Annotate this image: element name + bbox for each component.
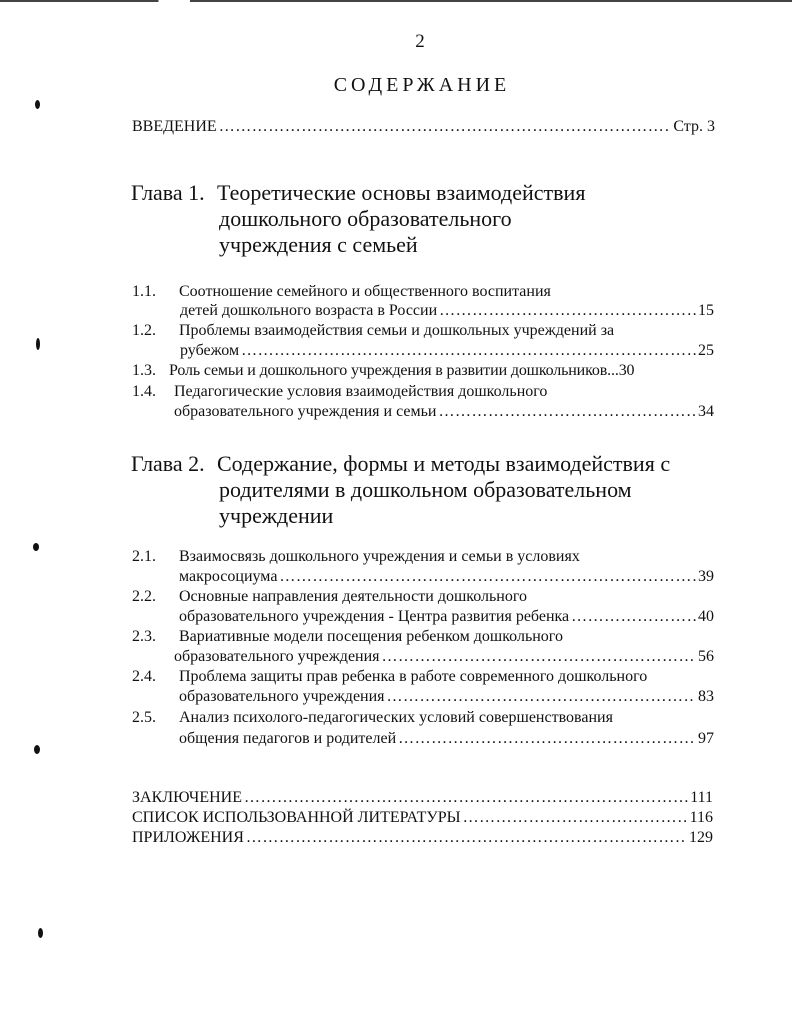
toc-section-page: 25 bbox=[698, 342, 714, 359]
toc-section-title: Педагогические условия взаимодействия дошкольного bbox=[174, 383, 548, 400]
toc-back-matter-item bbox=[132, 809, 713, 827]
dot-leader bbox=[398, 730, 696, 748]
toc-section-title-cont: общения педагогов и родителей bbox=[179, 730, 397, 747]
toc-back-matter-page: 111 bbox=[690, 789, 713, 806]
scan-speck bbox=[38, 928, 43, 938]
dot-leader bbox=[246, 829, 687, 847]
dot-leader bbox=[279, 568, 696, 586]
toc-section-title: Вариативные модели посещения ребенком дошкольного bbox=[179, 628, 563, 645]
dot-leader bbox=[382, 648, 696, 666]
chapter-2-title-line1: Содержание, формы и методы взаимодействия с bbox=[217, 451, 671, 476]
toc-section-title: Соотношение семейного и общественного воспитания bbox=[179, 283, 551, 300]
toc-section-num: 2.2. bbox=[132, 588, 156, 605]
toc-section-leader bbox=[179, 608, 714, 626]
toc-section-title: Роль семьи и дошкольного учреждения в развитии дошкольников...30 bbox=[169, 362, 635, 379]
toc-section-title-cont: образовательного учреждения bbox=[174, 648, 380, 665]
toc-section-num: 2.5. bbox=[132, 709, 156, 726]
toc-section-leader bbox=[179, 688, 714, 706]
chapter-2-title-line2: родителями в дошкольном образовательном bbox=[219, 477, 632, 502]
dot-leader bbox=[241, 342, 696, 360]
scan-top-edge bbox=[0, 0, 792, 2]
toc-section-leader bbox=[180, 302, 714, 320]
toc-section-page: 56 bbox=[698, 648, 714, 665]
dot-leader bbox=[463, 809, 688, 827]
toc-section-num: 1.3. bbox=[132, 362, 156, 379]
toc-section-page: 40 bbox=[698, 608, 714, 625]
toc-section-title: Основные направления деятельности дошкольного bbox=[179, 588, 528, 605]
toc-section-title-cont: детей дошкольного возраста в России bbox=[180, 302, 438, 319]
toc-section-leader bbox=[174, 648, 714, 666]
page-title: СОДЕРЖАНИЕ bbox=[333, 74, 511, 96]
toc-back-matter-page: 129 bbox=[689, 829, 713, 846]
chapter-2-label: Глава 2. bbox=[131, 451, 205, 476]
dot-leader bbox=[571, 608, 696, 626]
scan-speck bbox=[33, 543, 39, 551]
toc-section-title-cont: образовательного учреждения - Центра развития ребенка bbox=[179, 608, 570, 625]
toc-section-num: 2.1. bbox=[132, 548, 156, 565]
toc-back-matter-label: ПРИЛОЖЕНИЯ bbox=[132, 829, 244, 846]
toc-section-title: Проблема защиты прав ребенка в работе современного дошкольного bbox=[179, 668, 648, 685]
toc-section-leader bbox=[179, 730, 714, 748]
chapter-1-title-line1: Теоретические основы взаимодействия bbox=[217, 180, 586, 205]
chapter-1-title-line3: учреждения с семьей bbox=[219, 232, 418, 257]
toc-section-page: 39 bbox=[698, 568, 714, 585]
chapter-2-title-line3: учреждении bbox=[219, 503, 334, 528]
toc-section-num: 1.2. bbox=[132, 322, 156, 339]
toc-section-title-cont: рубежом bbox=[180, 342, 240, 359]
scan-speck bbox=[35, 100, 40, 109]
dot-leader bbox=[439, 302, 696, 320]
toc-section-num: 2.3. bbox=[132, 628, 156, 645]
toc-back-matter-label: ЗАКЛЮЧЕНИЕ bbox=[132, 789, 242, 806]
toc-section-page: 15 bbox=[698, 302, 714, 319]
toc-section-num: 2.4. bbox=[132, 668, 156, 685]
toc-section-title: Анализ психолого-педагогических условий совершенствования bbox=[179, 709, 613, 726]
toc-section-leader bbox=[180, 342, 714, 360]
chapter-1-title-line2: дошкольного образовательного bbox=[219, 206, 512, 231]
toc-section-page: 34 bbox=[698, 403, 714, 420]
toc-back-matter-label: СПИСОК ИСПОЛЬЗОВАННОЙ ЛИТЕРАТУРЫ bbox=[132, 809, 461, 826]
scan-speck bbox=[34, 745, 40, 754]
chapter-1-label: Глава 1. bbox=[131, 180, 205, 205]
toc-back-matter-item bbox=[132, 829, 713, 847]
scan-speck bbox=[36, 338, 40, 350]
toc-section-title: Проблемы взаимодействия семьи и дошкольных учреждений за bbox=[179, 322, 615, 339]
toc-intro-page: Стр. 3 bbox=[673, 118, 715, 135]
toc-intro bbox=[132, 118, 715, 136]
toc-section-title-cont: образовательного учреждения bbox=[179, 688, 385, 705]
page-number: 2 bbox=[415, 31, 425, 52]
toc-section-page: 83 bbox=[698, 688, 714, 705]
dot-leader bbox=[438, 403, 696, 421]
toc-section-title: Взаимосвязь дошкольного учреждения и семьи в условиях bbox=[179, 548, 580, 565]
toc-section-leader bbox=[179, 568, 714, 586]
toc-section-title-cont: образовательного учреждения и семьи bbox=[174, 403, 437, 420]
toc-back-matter-page: 116 bbox=[689, 809, 713, 826]
dot-leader bbox=[244, 789, 688, 807]
toc-section-num: 1.1. bbox=[132, 283, 156, 300]
toc-section-num: 1.4. bbox=[132, 383, 156, 400]
toc-section-page: 97 bbox=[698, 730, 714, 747]
dot-leader bbox=[387, 688, 696, 706]
toc-back-matter-item bbox=[132, 789, 713, 807]
toc-intro-label: ВВЕДЕНИЕ bbox=[132, 118, 217, 135]
toc-section-title-cont: макросоциума bbox=[179, 568, 278, 585]
dot-leader bbox=[219, 118, 672, 136]
toc-section-leader bbox=[174, 403, 714, 421]
